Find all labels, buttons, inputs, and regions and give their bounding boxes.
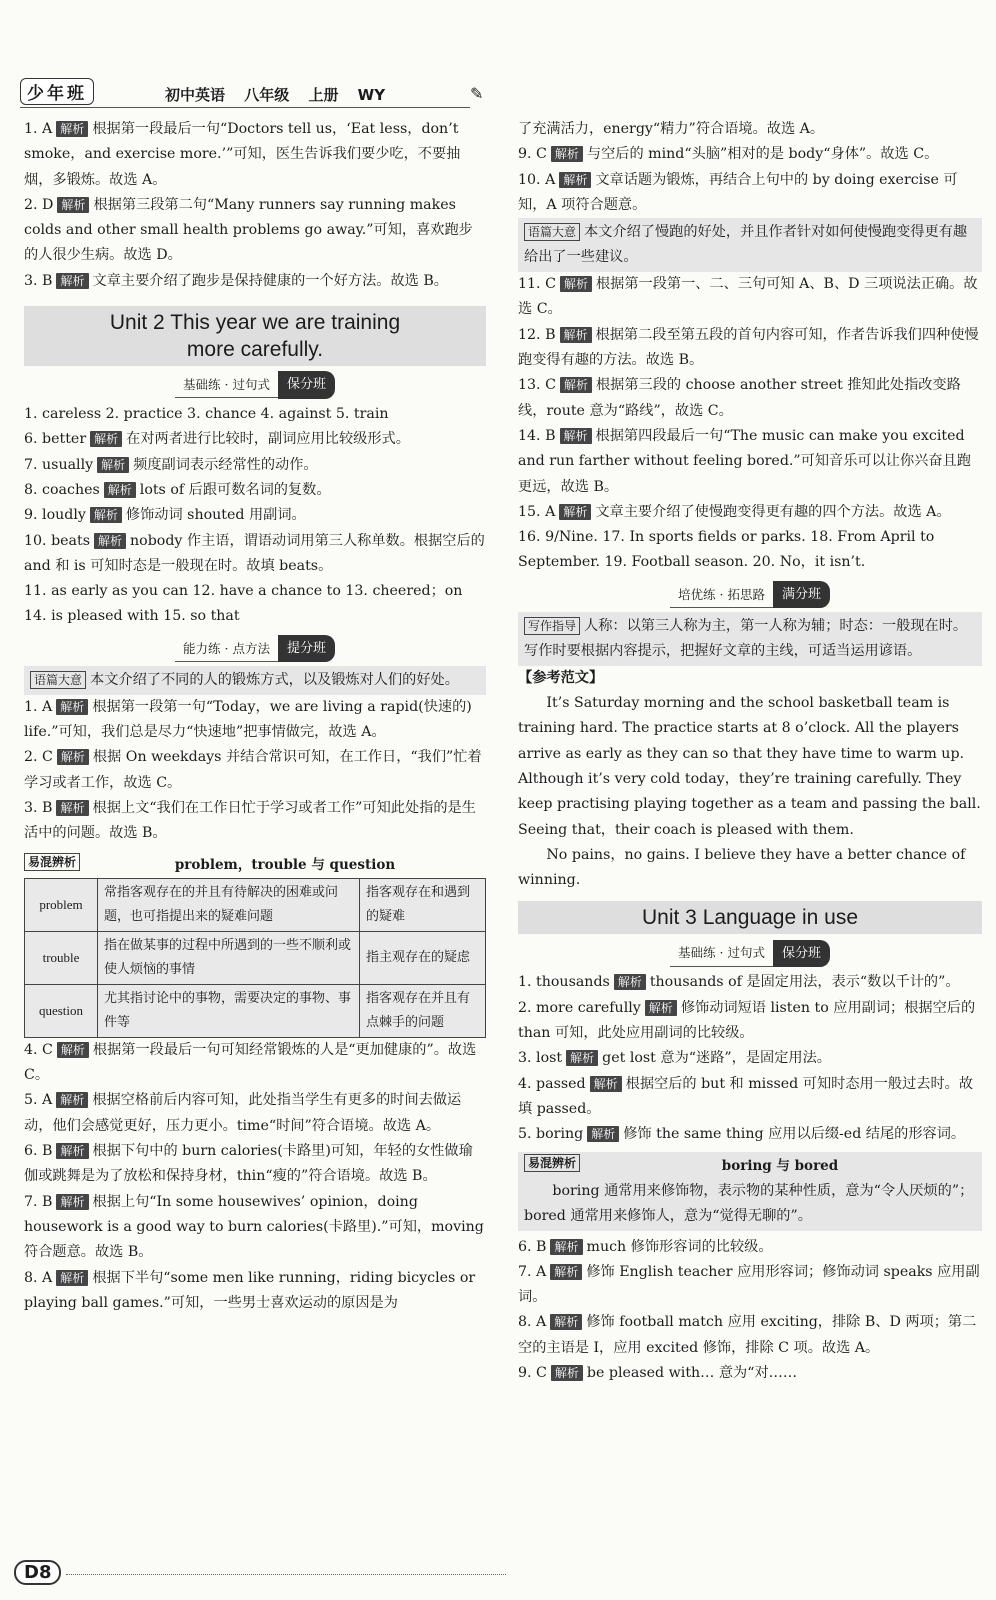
answer-number: 3. B (24, 799, 53, 816)
answer-explanation: 根据第四段最后一句“The music can make you excited and run farther without feeling bored.”可知音乐可以让你兴奋且跑更远，故选 B。 (518, 427, 971, 495)
answer-item (518, 1122, 982, 1147)
band-level: 保分班 (278, 371, 335, 398)
answer-number: 1. A (24, 698, 53, 715)
answer-item (24, 427, 486, 452)
ability-practice-band (24, 636, 486, 662)
table-meaning-cell: 指客观存在并且有点棘手的问题 (360, 984, 486, 1037)
band-label: 能力练 · 点方法 (175, 636, 278, 662)
confusable-box (24, 853, 486, 1038)
band-label: 基础练 · 过句式 (670, 940, 773, 966)
passage-summary (518, 218, 982, 272)
reference-title: 【参考范文】 (518, 669, 604, 686)
essay-paragraph: It’s Saturday morning and the school basketball team is training hard. The practice starts at 8 o’clock. All the players arrive as early as they can so that they have time to warm up. Although it’s very cold today，they’re training carefully. They keep practising playing together as a team and passing the ball. Seeing that，their coach is pleased with them. (518, 695, 981, 838)
analysis-tag: 解析 (56, 1270, 88, 1286)
answer-item (24, 117, 486, 193)
confusable-table (24, 878, 486, 1038)
table-usage-cell: 指在做某事的过程中所遇到的一些不顺利或使人烦恼的事情 (98, 931, 360, 984)
answer-item (518, 323, 982, 374)
answer-number: 1. thousands (518, 974, 610, 991)
table-meaning-cell: 指主观存在的疑虑 (360, 931, 486, 984)
table-usage-cell: 尤其指讨论中的事物，需要决定的事物、事件等 (98, 984, 360, 1037)
ability-answers (24, 695, 486, 847)
advanced-practice-band (518, 582, 982, 608)
answer-explanation: 修饰动词 shouted 用副词。 (125, 507, 306, 524)
analysis-tag: 解析 (56, 1194, 88, 1210)
table-row (25, 878, 486, 931)
analysis-tag: 解析 (56, 1092, 88, 1108)
answer-number: 9. C (518, 1364, 547, 1381)
summary-tag: 语篇大意 (30, 671, 86, 689)
confusable-title: problem，trouble 与 question (174, 856, 396, 873)
answer-explanation: 根据上句“In some housewives’ opinion，doing housework is a good way to burn calories(卡路里).”可知，moving 符合题意。故选 B。 (24, 1193, 484, 1261)
analysis-tag: 解析 (559, 172, 591, 188)
analysis-tag: 解析 (57, 1042, 89, 1058)
answer-item (518, 1235, 982, 1260)
answer-number: 7. B (24, 1193, 53, 1210)
answer-number: 14. B (518, 427, 556, 444)
analysis-tag: 解析 (614, 974, 646, 990)
answer-item (518, 373, 982, 424)
analysis-tag: 解析 (56, 1143, 88, 1159)
answer-item (518, 500, 982, 525)
table-usage-cell: 常指客观存在的并且有待解决的困难或问题，也可指提出来的疑难问题 (98, 878, 360, 931)
analysis-tag: 解析 (550, 1239, 582, 1255)
answer-item (518, 996, 982, 1047)
answer-explanation: 根据空格前后内容可知，此处指当学生有更多的时间去做运动，他们会感觉更好，压力更小。time“时间”符合语境。故选 A。 (24, 1092, 462, 1134)
passage-summary (24, 666, 486, 695)
analysis-tag: 解析 (560, 327, 592, 343)
answer-number: 6. better (24, 431, 87, 448)
table-word-cell: trouble (25, 931, 98, 984)
bell-icon: ✎ (470, 84, 484, 103)
answers-middle (518, 272, 982, 525)
right-column (518, 117, 982, 1386)
answer-explanation: much 修饰形容词的比较级。 (586, 1238, 773, 1255)
answer-item (24, 453, 486, 478)
book-info: 初中英语 八年级 上册 WY (165, 86, 386, 104)
analysis-tag: 解析 (551, 1365, 583, 1381)
basic-answers (24, 427, 486, 579)
answer-explanation: 根据第一段最后一句“Doctors tell us，‘Eat less，don’t smoke，and exercise more.’”可知，医生告诉我们要少吃，不要抽烟，多锻炼。故选 A。 (24, 121, 461, 188)
answers-lower (24, 1038, 486, 1316)
answer-number: 9. C (518, 146, 547, 163)
answer-number: 15. A (518, 503, 556, 520)
answer-explanation: 根据第一段第一句“Today，we are living a rapid(快速的) life.”可知，我们总是尽力“快速地”把事情做完，故选 A。 (24, 698, 472, 741)
answer-item (24, 695, 486, 746)
answer-explanation: 修饰 English teacher 应用形容词；修饰动词 speaks 应用副词。 (518, 1263, 980, 1306)
band-level: 满分班 (773, 581, 830, 608)
analysis-tag: 解析 (645, 1000, 677, 1016)
answer-explanation: 文章主要介绍了使慢跑变得更有趣的四个方法。故选 A。 (595, 503, 951, 520)
fill-answers: 1. careless 2. practice 3. chance 4. against 5. train (24, 406, 389, 423)
analysis-tag: 解析 (551, 146, 583, 162)
band-level: 保分班 (773, 940, 830, 967)
analysis-tag: 解析 (560, 428, 592, 444)
band-level: 提分班 (278, 635, 335, 662)
table-word-cell: problem (25, 878, 98, 931)
answer-explanation: 根据空后的 but 和 missed 可知时态用一般过去时。故填 passed。 (518, 1075, 974, 1117)
analysis-tag: 解析 (56, 273, 88, 289)
analysis-tag: 解析 (57, 749, 89, 765)
answer-explanation: 根据下句中的 burn calories(卡路里)可知，年轻的女性做瑜伽或跳舞是为了放松和保持身材，thin“瘦的”符合语境。故选 B。 (24, 1143, 473, 1185)
table-meaning-cell: 指客观存在和遇到的疑难 (360, 878, 486, 931)
answer-number: 9. loudly (24, 507, 86, 524)
continued-text: 了充满活力，energy“精力”符合语境。故选 A。 (518, 121, 825, 137)
answer-explanation: 在对两者进行比较时，副词应用比较级形式。 (126, 431, 410, 448)
answer-number: 1. A (24, 121, 53, 137)
analysis-tag: 解析 (566, 1050, 598, 1066)
fill-answers: 14. is pleased with 15. so that (24, 608, 240, 625)
answer-number: 3. B (24, 272, 53, 289)
answer-explanation: 根据第三段第二句“Many runners say running makes colds and other small health problems go away.”可知，喜欢跑步的人很少生病。故选 D。 (24, 196, 473, 264)
answer-number: 2. D (24, 196, 54, 213)
footer-rule (66, 1574, 506, 1575)
unit2-title-line1: Unit 2 This year we are training (109, 311, 401, 335)
answer-explanation: 修饰动词短语 listen to 应用副词；根据空后的 than 可知，此处应用副词的比较级。 (518, 999, 976, 1042)
analysis-tag: 解析 (56, 699, 88, 715)
confusable-heading (24, 853, 486, 878)
answer-explanation: 根据第三段的 choose another street 推知此处指改变路线，route 意为“路线”，故选 C。 (518, 377, 961, 419)
answer-item (518, 1310, 982, 1361)
answer-explanation: 文章主要介绍了跑步是保持健康的一个好方法。故选 B。 (92, 272, 448, 289)
answer-number: 11. C (518, 276, 556, 293)
answer-number: 5. A (24, 1092, 53, 1109)
confusable-heading (524, 1154, 976, 1179)
confusable-tag: 易混辨析 (524, 1154, 580, 1172)
answer-explanation: lots of 后跟可数名词的复数。 (139, 481, 331, 498)
answer-number: 8. coaches (24, 481, 100, 498)
answer-number: 7. usually (24, 456, 94, 473)
answer-number: 8. A (24, 1269, 53, 1286)
answer-item (24, 193, 486, 269)
answer-number: 4. C (24, 1041, 53, 1058)
table-row (25, 931, 486, 984)
answer-number: 7. A (518, 1263, 547, 1280)
answer-number: 12. B (518, 326, 556, 343)
answer-explanation: 文章话题为锻炼，再结合上句中的 by doing exercise 可知，A 项符合题意。 (518, 171, 958, 213)
answer-explanation: 与空后的 mind“头脑”相对的是 body“身体”。故选 C。 (586, 146, 939, 163)
series-logo: 少年班 (20, 78, 94, 105)
header-rule (20, 107, 470, 108)
analysis-tag: 解析 (56, 800, 88, 816)
answer-item (518, 1361, 982, 1386)
answer-number: 10. beats (24, 532, 90, 549)
answer-explanation: 根据上文“我们在工作日忙于学习或者工作”可知此处指的是生活中的问题。故选 B。 (24, 799, 476, 842)
table-word-cell: question (25, 984, 98, 1037)
answer-explanation: 修饰 the same thing 应用以后缀-ed 结尾的形容词。 (623, 1126, 966, 1143)
answer-explanation: 根据第一段第一、二、三句可知 A、B、D 三项说法正确。故选 C。 (518, 276, 978, 318)
analysis-tag: 解析 (57, 197, 89, 213)
answer-explanation: 根据第二段至第五段的首句内容可知，作者告诉我们四种使慢跑变得有趣的方法。故选 B。 (518, 326, 979, 369)
analysis-tag: 解析 (550, 1264, 582, 1280)
analysis-tag: 解析 (560, 377, 592, 393)
answer-item (24, 1088, 486, 1139)
answer-item (24, 1266, 486, 1317)
left-column (24, 117, 486, 1316)
writing-guide (518, 612, 982, 666)
analysis-tag: 解析 (550, 1314, 582, 1330)
analysis-tag: 解析 (90, 431, 122, 447)
analysis-tag: 解析 (104, 482, 136, 498)
confusable-box (518, 1152, 982, 1231)
answer-explanation: 根据第一段最后一句可知经常锻炼的人是“更加健康的”。故选 C。 (24, 1041, 477, 1084)
essay-paragraph: No pains，no gains. I believe they have a better chance of winning. (518, 846, 966, 889)
summary-tag: 语篇大意 (524, 223, 580, 241)
answers-unit1-tail (24, 117, 486, 294)
answer-number: 6. B (24, 1143, 53, 1160)
unit3-title: Unit 3 Language in use (518, 901, 982, 934)
unit2-title-line2: more carefully. (186, 338, 324, 362)
unit2-title (24, 306, 486, 366)
analysis-tag: 解析 (97, 457, 129, 473)
answer-item (518, 272, 982, 323)
answer-number: 2. more carefully (518, 999, 641, 1016)
answer-number: 5. boring (518, 1126, 584, 1143)
table-row (25, 984, 486, 1037)
confusable-text: boring 通常用来修饰物，表示物的某种性质，意为“令人厌烦的”；bored 通常用来修饰人，意为“觉得无聊的”。 (524, 1182, 974, 1224)
analysis-tag: 解析 (560, 276, 592, 292)
analysis-tag: 解析 (94, 533, 126, 549)
answers-lower (518, 1235, 982, 1387)
answer-explanation: thousands of 是固定用法，表示“数以千计的”。 (649, 974, 960, 991)
summary-text: 本文介绍了不同的人的锻炼方式，以及锻炼对人们的好处。 (90, 671, 459, 688)
answer-item (518, 424, 982, 500)
answer-item (24, 1190, 486, 1266)
answer-explanation: get lost 意为“迷路”，是固定用法。 (602, 1050, 831, 1067)
answer-item (518, 1072, 982, 1123)
confusable-title: boring 与 bored (721, 1157, 839, 1174)
answer-item (24, 503, 486, 528)
basic-practice-band (518, 940, 982, 966)
band-label: 培优练 · 拓思路 (670, 582, 773, 608)
answer-item (518, 1046, 982, 1071)
basic-practice-band (24, 372, 486, 398)
answer-explanation: be pleased with… 意为“对…… (586, 1364, 798, 1381)
answers-upper (518, 142, 982, 218)
answer-number: 8. A (518, 1314, 547, 1331)
answer-item (24, 1038, 486, 1089)
answer-item (24, 529, 486, 580)
answer-number: 6. B (518, 1238, 547, 1255)
unit3-answers (518, 970, 982, 1147)
answer-item (518, 168, 982, 219)
answer-item (518, 142, 982, 167)
answer-number: 10. A (518, 171, 556, 188)
writing-text: 人称：以第三人称为主，第一人称为辅；时态：一般现在时。写作时要根据内容提示，把握好文章的主线，可适当运用谚语。 (524, 617, 968, 659)
answer-explanation: 根据 On weekdays 并结合常识可知，在工作日，“我们”忙着学习或者工作，故选 C。 (24, 749, 482, 791)
page-number: D8 (14, 1560, 61, 1585)
summary-text: 本文介绍了慢跑的好处，并且作者针对如何使慢跑变得更有趣给出了一些建议。 (524, 224, 968, 266)
answer-item (24, 269, 486, 294)
answer-item (518, 1260, 982, 1311)
answer-item (518, 970, 982, 995)
analysis-tag: 解析 (590, 1076, 622, 1092)
analysis-tag: 解析 (56, 121, 88, 137)
fill-answers: 16. 9/Nine. 17. In sports fields or parks. 18. From April to September. 19. Football season. 20. No，it isn’t. (518, 529, 935, 571)
answer-number: 3. lost (518, 1050, 563, 1067)
answer-item (24, 745, 486, 796)
analysis-tag: 解析 (587, 1126, 619, 1142)
confusable-tag: 易混辨析 (24, 853, 80, 871)
answer-item (24, 1139, 486, 1190)
analysis-tag: 解析 (90, 507, 122, 523)
band-label: 基础练 · 过句式 (175, 372, 278, 398)
fill-answers: 11. as early as you can 12. have a chance to 13. cheered；on (24, 583, 463, 600)
answer-item (24, 796, 486, 847)
answer-explanation: 根据下半句“some men like running，riding bicycles or playing ball games.”可知，一些男士喜欢运动的原因是为 (24, 1269, 476, 1311)
answer-explanation: 频度副词表示经常性的动作。 (133, 456, 318, 473)
answer-explanation: 修饰 football match 应用 exciting，排除 B、D 两项；第二空的主语是 I，应用 excited 修饰，排除 C 项。故选 A。 (518, 1314, 977, 1356)
answer-item (24, 478, 486, 503)
answer-number: 13. C (518, 377, 556, 394)
analysis-tag: 解析 (559, 504, 591, 520)
answer-number: 2. C (24, 749, 53, 766)
answer-number: 4. passed (518, 1075, 586, 1092)
writing-tag: 写作指导 (524, 617, 580, 635)
answer-explanation: nobody 作主语，谓语动词用第三人称单数。根据空后的 and 和 is 可知时态是一般现在时。故填 beats。 (24, 532, 485, 574)
